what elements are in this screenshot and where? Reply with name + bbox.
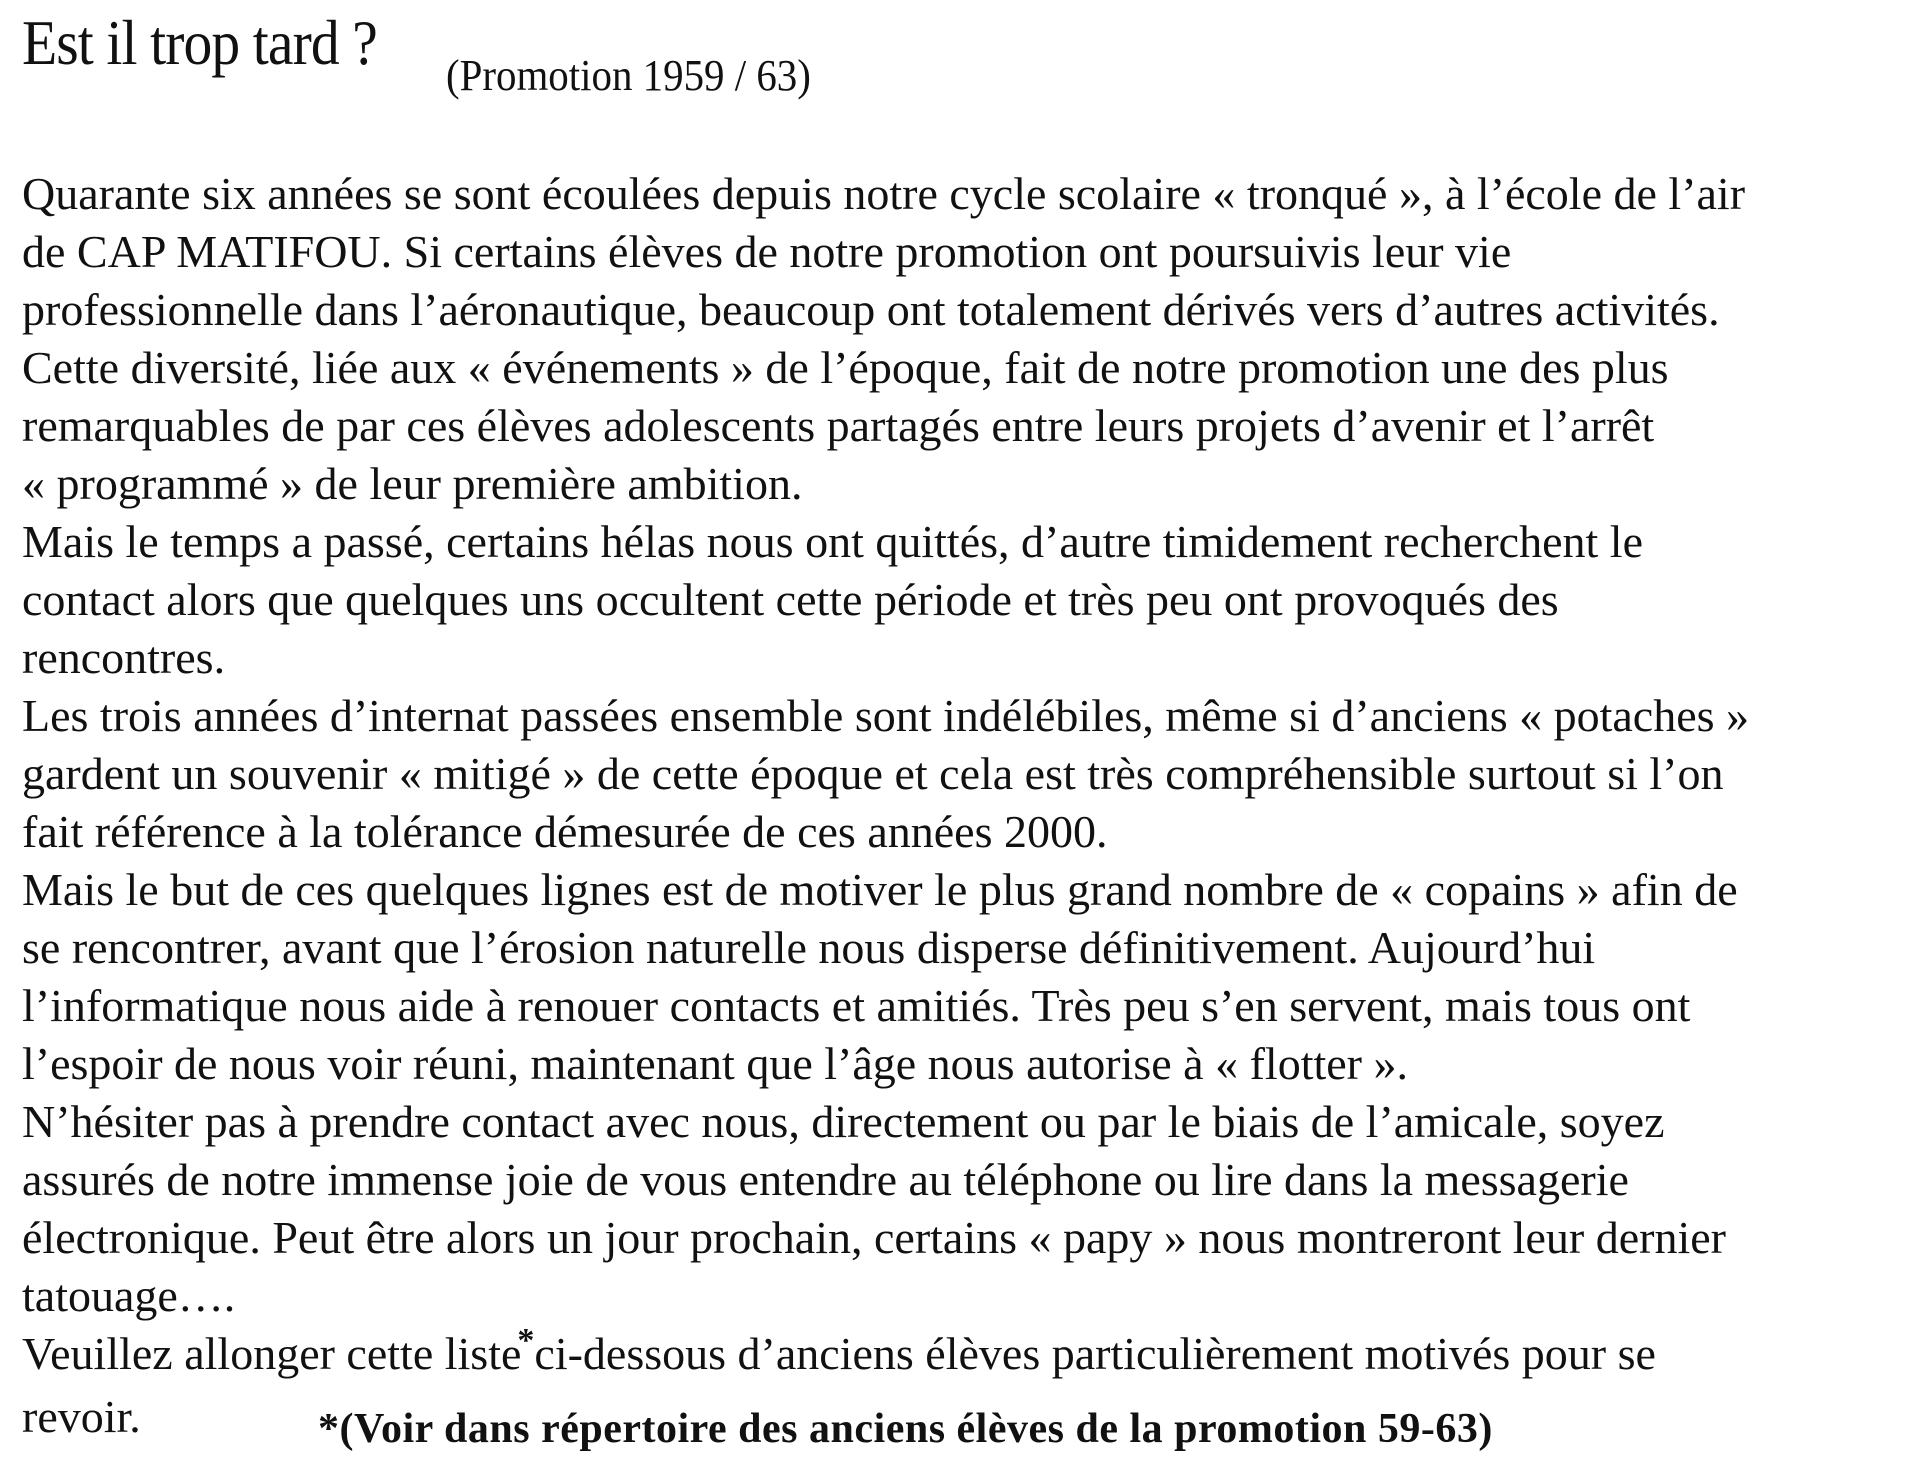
text-line: électronique. Peut être alors un jour prochain, certains « papy » nous montreront leur dernier [22, 1212, 1726, 1263]
page-title: Est il trop tard ? [22, 7, 377, 78]
text-segment: ci-dessous d’anciens élèves particulièrement motivés pour se [534, 1328, 1656, 1379]
text-line: Cette diversité, liée aux « événements » de l’époque, fait de notre promotion une des plus [22, 342, 1669, 393]
text-line: Mais le temps a passé, certains hélas nous ont quittés, d’autre timidement recherchent le [22, 516, 1643, 567]
page-subtitle: (Promotion 1959 / 63) [446, 51, 811, 100]
text-line: Mais le but de ces quelques lignes est de motiver le plus grand nombre de « copains » afin de [22, 864, 1738, 915]
text-line: contact alors que quelques uns occultent cette période et très peu ont provoqués des [22, 574, 1559, 625]
text-line-with-mark [22, 1322, 1922, 1388]
text-line: « programmé » de leur première ambition. [22, 458, 803, 509]
text-line: remarquables de par ces élèves adolescents partagés entre leurs projets d’avenir et l’arrêt [22, 400, 1655, 451]
text-line: assurés de notre immense joie de vous entendre au téléphone ou lire dans la messagerie [22, 1154, 1629, 1205]
text-line: gardent un souvenir « mitigé » de cette époque et cela est très compréhensible surtout si l’on [22, 748, 1724, 799]
text-line: l’informatique nous aide à renouer contacts et amitiés. Très peu s’en servent, mais tous ont [22, 980, 1691, 1031]
text-line: rencontres. [22, 632, 226, 683]
title-row [22, 6, 416, 80]
text-line: fait référence à la tolérance démesurée de ces années 2000. [22, 806, 1108, 857]
text-line: revoir. [22, 1391, 141, 1442]
text-line: tatouage…. [22, 1270, 236, 1321]
text-line: Quarante six années se sont écoulées depuis notre cycle scolaire « tronqué », à l’école de l’air [22, 168, 1746, 219]
footnote: *(Voir dans répertoire des anciens élèves de la promotion 59-63) [318, 1406, 1493, 1452]
text-line: se rencontrer, avant que l’érosion naturelle nous disperse définitivement. Aujourd’hui [22, 922, 1596, 973]
text-segment: Veuillez allonger cette liste [22, 1328, 522, 1379]
text-line: l’espoir de nous voir réuni, maintenant que l’âge nous autorise à « flotter ». [22, 1038, 1408, 1089]
footnote-mark: * [517, 1322, 535, 1359]
text-line: Les trois années d’internat passées ensemble sont indélébiles, même si d’anciens « potaches » [22, 690, 1750, 741]
text-line: N’hésiter pas à prendre contact avec nous, directement ou par le biais de l’amicale, soyez [22, 1096, 1665, 1147]
text-line: professionnelle dans l’aéronautique, beaucoup ont totalement dérivés vers d’autres activités. [22, 284, 1720, 335]
body-text [22, 165, 1922, 1446]
text-line: de CAP MATIFOU. Si certains élèves de notre promotion ont poursuivis leur vie [22, 226, 1512, 277]
